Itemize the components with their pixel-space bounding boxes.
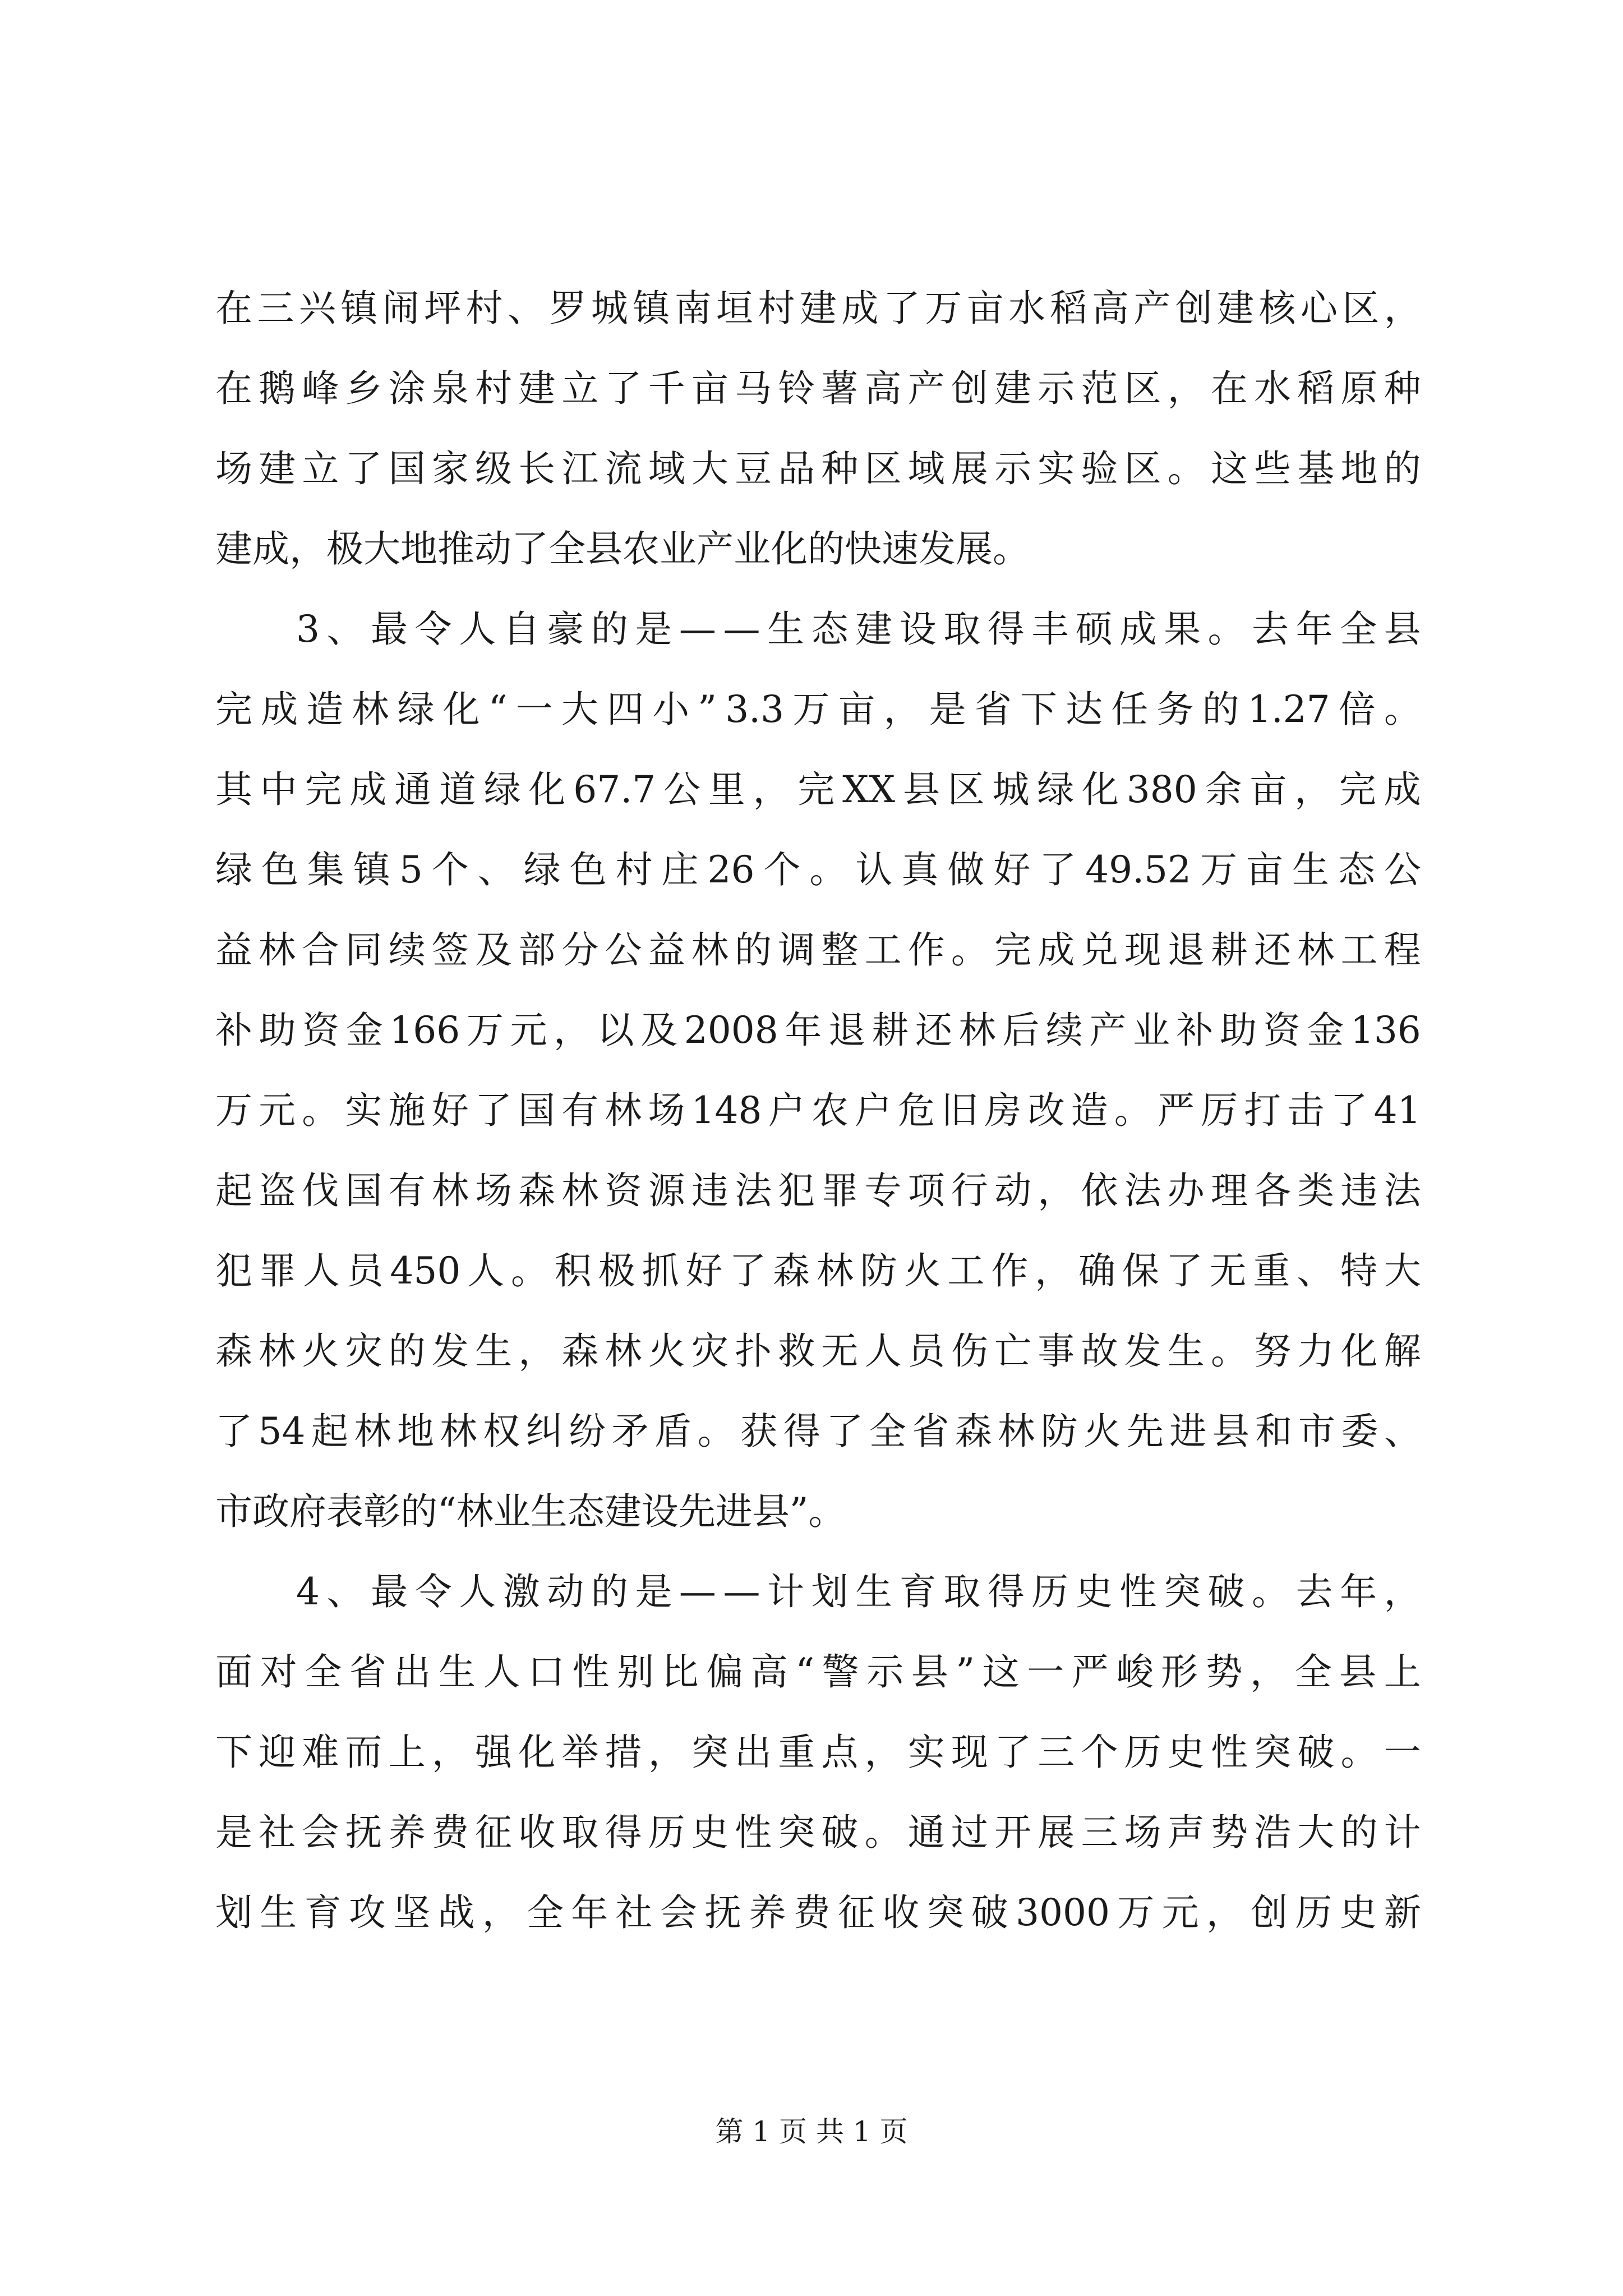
text-line: 万 元 。 实 施 好 了 国 有 林 场 148 户 农 户 危 旧 房 改 造 。 严 厉 打 击 了 41 — [215, 1089, 1421, 1132]
text-line: 建成，极大地推动了全县农业产业化的快速发展。 — [215, 527, 1030, 570]
text-line: 下 迎 难 而 上 ， 强 化 举 措 ， 突 出 重 点 ， 实 现 了 三 个 历 史 性 突 破 。 一 — [215, 1731, 1421, 1774]
text-line: 面 对 全 省 出 生 人 口 性 别 比 偏 高 “ 警 示 县 ” 这 一 严 峻 形 势 ， 全 县 上 — [215, 1650, 1421, 1694]
text-line: 其 中 完 成 通 道 绿 化 67.7 公 里 ， 完 XX 县 区 城 绿 化 380 余 亩 ， 完 成 — [215, 768, 1421, 811]
text-line: 绿 色 集 镇 5 个 、 绿 色 村 庄 26 个 。 认 真 做 好 了 49.52 万 亩 生 态 公 — [215, 848, 1421, 891]
text-line: 起 盗 伐 国 有 林 场 森 林 资 源 违 法 犯 罪 专 项 行 动 ， 依 法 办 理 各 类 违 法 — [215, 1169, 1421, 1212]
text-line: 了 54 起 林 地 林 权 纠 纷 矛 盾 。 获 得 了 全 省 森 林 防 火 先 进 县 和 市 委 、 — [215, 1410, 1421, 1453]
text-line: 补 助 资 金 166 万 元 ， 以 及 2008 年 退 耕 还 林 后 续 产 业 补 助 资 金 136 — [215, 1009, 1421, 1052]
text-line: 益 林 合 同 续 签 及 部 分 公 益 林 的 调 整 工 作 。 完 成 兑 现 退 耕 还 林 工 程 — [215, 928, 1421, 972]
text-line: 市政府表彰的“林业生态建设先进县”。 — [215, 1490, 846, 1533]
text-line: 犯 罪 人 员 450 人 。 积 极 抓 好 了 森 林 防 火 工 作 ， 确 保 了 无 重 、 特 大 — [215, 1249, 1421, 1292]
text-line: 是 社 会 抚 养 费 征 收 取 得 历 史 性 突 破 。 通 过 开 展 三 场 声 势 浩 大 的 计 — [215, 1811, 1421, 1854]
text-line: 3 、 最 令 人 自 豪 的 是 — — 生 态 建 设 取 得 丰 硕 成 果 。 去 年 全 县 — [296, 608, 1421, 651]
text-line: 在 鹅 峰 乡 涂 泉 村 建 立 了 千 亩 马 铃 薯 高 产 创 建 示 范 区 ， 在 水 稻 原 种 — [215, 367, 1421, 410]
text-line: 在 三 兴 镇 闹 坪 村 、 罗 城 镇 南 垣 村 建 成 了 万 亩 水 稻 高 产 创 建 核 心 区 ， — [215, 287, 1421, 330]
text-line: 划 生 育 攻 坚 战 ， 全 年 社 会 抚 养 费 征 收 突 破 3000 万 元 ， 创 历 史 新 — [215, 1891, 1421, 1934]
text-line: 完 成 造 林 绿 化 “ 一 大 四 小 ” 3.3 万 亩 ， 是 省 下 达 任 务 的 1.27 倍 。 — [215, 688, 1421, 731]
text-line: 森 林 火 灾 的 发 生 ， 森 林 火 灾 扑 救 无 人 员 伤 亡 事 故 发 生 。 努 力 化 解 — [215, 1329, 1421, 1373]
page-footer: 第 1 页 共 1 页 — [715, 2115, 908, 2148]
text-line: 场 建 立 了 国 家 级 长 江 流 域 大 豆 品 种 区 域 展 示 实 验 区 。 这 些 基 地 的 — [215, 447, 1421, 490]
document-body — [215, 268, 1421, 1953]
text-line: 4 、 最 令 人 激 动 的 是 — — 计 划 生 育 取 得 历 史 性 突 破 。 去 年 ， — [296, 1570, 1421, 1613]
